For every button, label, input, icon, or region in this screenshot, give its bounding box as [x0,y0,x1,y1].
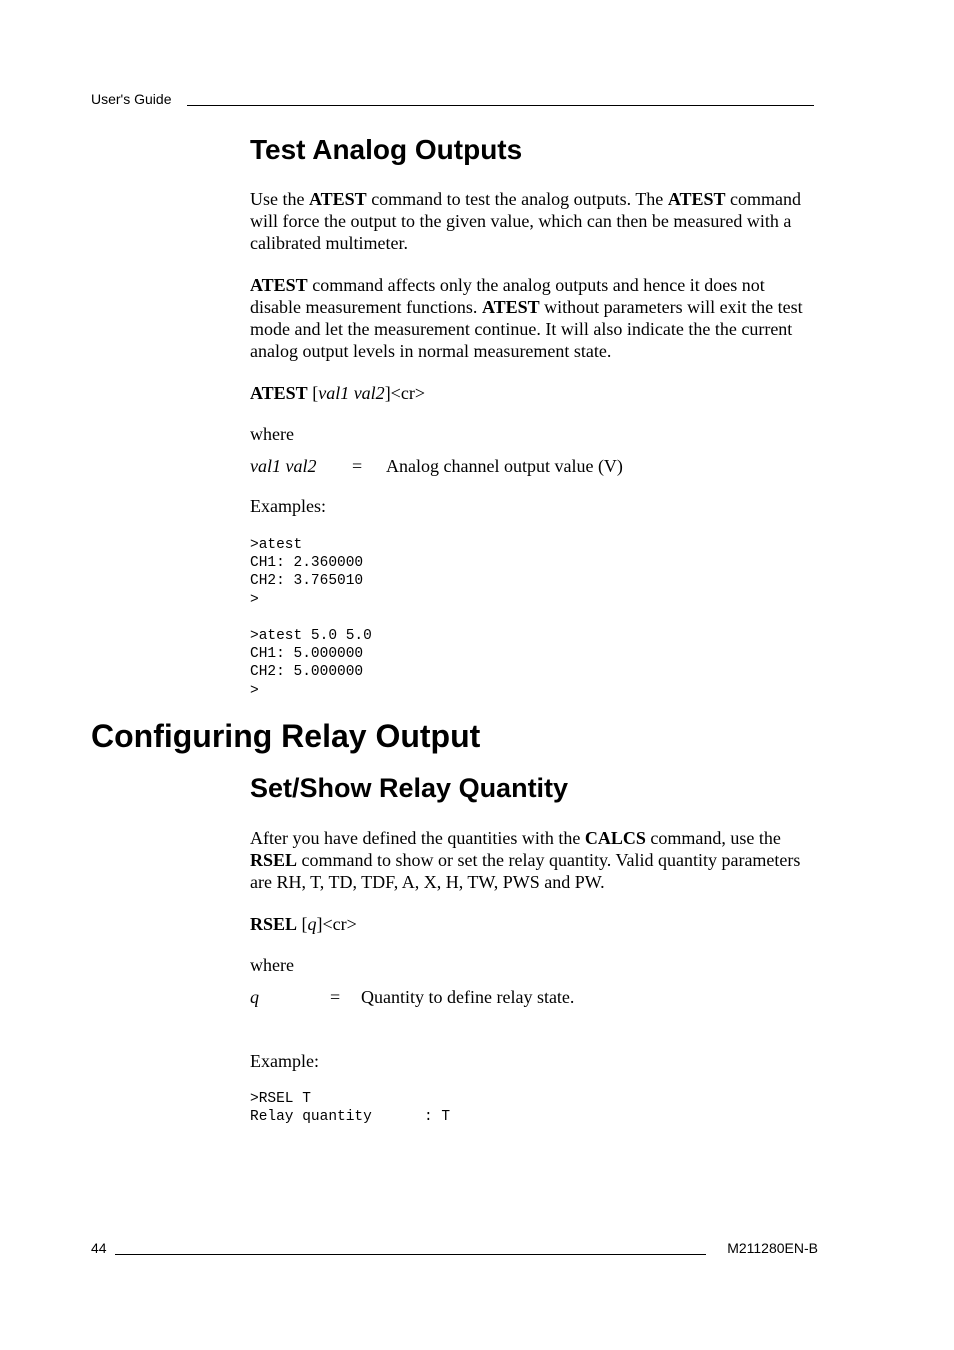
parameter-name: val1 val2 [250,456,317,476]
code-example-atest: >atest CH1: 2.360000 CH2: 3.765010 > [250,537,364,608]
where-label: where [250,424,294,444]
command-name: RSEL [250,850,298,870]
where-label: where [250,955,294,975]
code-example-atest-values: >atest 5.0 5.0 CH1: 5.000000 CH2: 5.000000 > [250,628,372,699]
running-footer [91,1240,818,1258]
command-name: ATEST [308,189,367,209]
code-example-rsel: >RSEL T Relay quantity : T [250,1091,451,1126]
parameter-row-val [250,455,820,477]
parameter-equals: = [330,987,341,1007]
document-code: M211280EN-B [727,1240,818,1256]
parameter-row-q [250,986,820,1008]
command-syntax-atest: ATEST [val1 val2]<cr> [250,383,425,403]
section-title-test-analog-outputs: Test Analog Outputs [250,134,523,165]
paragraph-atest-details: ATEST command affects only the analog outputs and hence it does not disable measurement functions. ATEST without parameters will exit the test mode and let the measurement continue. It will also indicate the the current analog output levels in normal measurement state. [250,275,803,361]
command-syntax-rsel: RSEL [q]<cr> [250,914,357,934]
section-title-set-show-relay-quantity: Set/Show Relay Quantity [250,773,569,803]
footer-rule [115,1254,706,1255]
page-number: 44 [91,1240,107,1256]
header-rule [187,105,814,106]
paragraph-rsel-intro: After you have defined the quantities with the CALCS command, use the RSEL command to show or set the relay quantity. Valid quantity parameters are RH, T, TD, TDF, A, X, H, TW, PWS and PW. [250,828,801,892]
parameter-equals: = [352,456,363,476]
chapter-title-configuring-relay-output: Configuring Relay Output [91,718,481,754]
header-title: User's Guide [91,91,172,107]
parameter-description: Quantity to define relay state. [361,987,575,1007]
example-label: Example: [250,1051,319,1071]
command-name: CALCS [584,828,646,848]
parameter-name: q [250,987,259,1007]
command-name: ATEST [667,189,726,209]
command-name: ATEST [250,275,308,295]
command-name: ATEST [481,297,540,317]
paragraph-atest-intro: Use the ATEST command to test the analog outputs. The ATEST command will force the output to the given value, which can then be measured with a calibrated multimeter. [250,189,801,253]
running-header [91,91,814,109]
parameter-description: Analog channel output value (V) [386,456,623,476]
examples-label: Examples: [250,496,326,516]
